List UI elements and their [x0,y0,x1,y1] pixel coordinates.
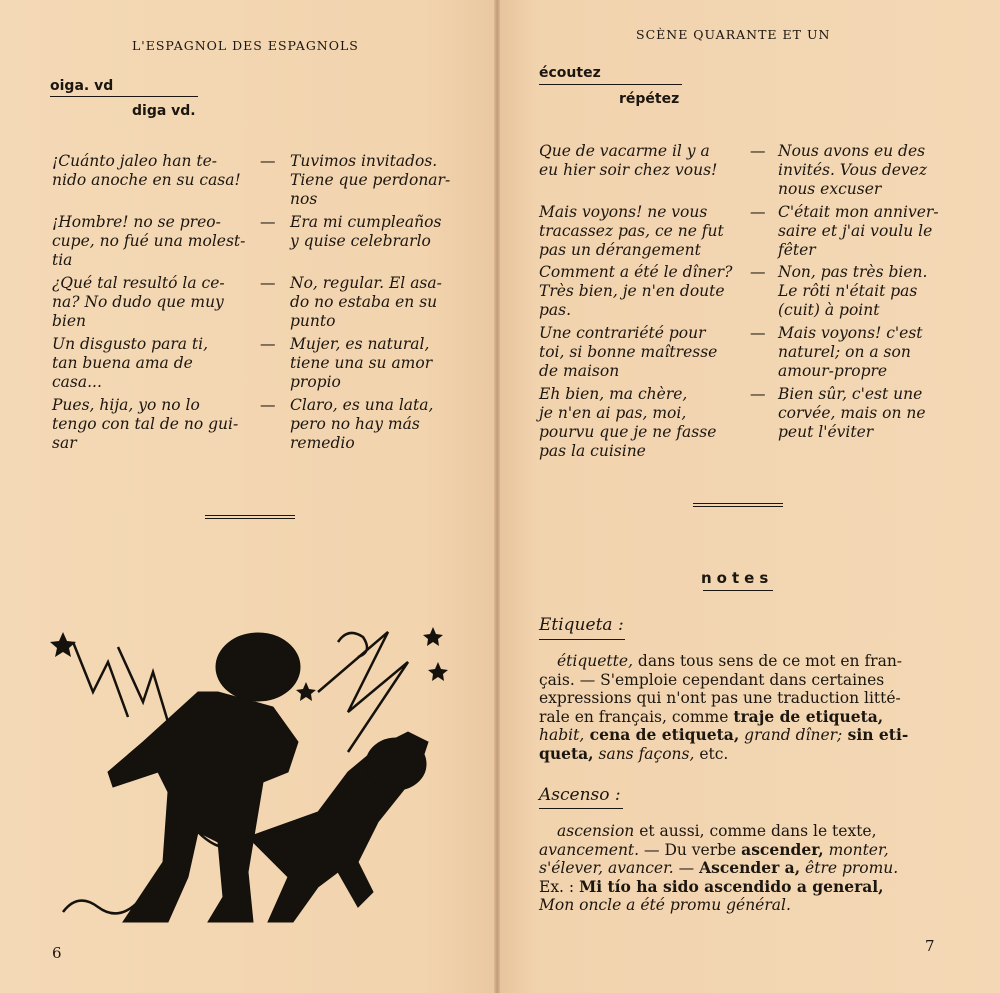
note-ascenso-rule [539,808,623,809]
dialogue-line: tiene una su amor [290,354,433,372]
man-body [108,692,298,922]
dialogue-line: amour-propre [778,362,888,380]
dialogue-line: Eh bien, ma chère, [539,385,688,403]
dialogue-line: Claro, es una lata, [290,396,434,414]
dialogue-question [52,274,247,331]
dialogue-line: pas la cuisine [539,442,646,460]
dialogue-line: tan buena ama de casa... [52,354,193,391]
dialogue-line: na? No dudo que muy [52,293,224,311]
note-etiqueta-heading: Etiqueta : [539,615,624,635]
dialogue-line: Mais voyons! c'est [778,324,923,342]
dialogue-line: tia [52,251,73,269]
dialogue-line: Tiene que perdonar- [290,171,451,189]
dialogue-line: Comment a été le dîner? [539,263,733,281]
girl-head [366,738,426,790]
label-rule-right [539,84,682,85]
dialogue-line: Le rôti n'était pas [778,282,918,300]
dialogue-answer [778,324,948,381]
dialogue-question [539,324,734,381]
dialogue-line: saire et j'ai voulu le [778,222,933,240]
dialogue-line: nos [290,190,318,208]
dialogue-dash: — [260,396,276,414]
dialogue-line: naturel; on a son [778,343,911,361]
dialogue-line: ¿Qué tal resultó la ce- [52,274,225,292]
dialogue-dash: — [750,385,766,403]
dialogue-line: (cuit) à point [778,301,880,319]
dialogue-line: Mujer, es natural, [290,335,430,353]
dialogue-line: invités. Vous devez [778,161,928,179]
section-divider-right [693,503,783,507]
dialogue-answer [778,385,948,442]
dialogue-answer [290,396,460,453]
dialogue-line: corvée, mais on ne [778,404,926,422]
label-ecoutez: écoutez [539,65,601,81]
dialogue-line: tengo con tal de no gui- [52,415,239,433]
label-repetez: répétez [619,91,680,107]
dialogue-line: Très bien, je n'en doute [539,282,725,300]
dialogue-dash: — [260,335,276,353]
dialogue-answer [290,335,460,392]
note-etiqueta-text: étiquette, dans tous sens de ce mot en fran- çais. — S'emploie cependant dans certaines expressions qui n'ont pas une traduction litté- rale en français, comme traje de etiqueta, habit, cena de etiqueta, grand dîner; sin eti- queta, sans façons, etc. [539,652,909,763]
dialogue-answer [778,263,948,320]
man-head-hair [216,633,300,701]
dialogue-dash: — [260,274,276,292]
dialogue-line: peut l'éviter [778,423,874,441]
right-page-number: 7 [925,937,935,955]
dialogue-line: je n'en ai pas, moi, [539,404,687,422]
dialogue-line: pas. [539,301,572,319]
dialogue-line: y quise celebrarlo [290,232,431,250]
dialogue-answer [290,213,460,251]
label-rule-left [50,96,198,97]
dialogue-line: remedio [290,434,355,452]
dialogue-question [539,385,734,461]
section-divider-left [205,515,295,519]
dialogue-line: Non, pas très bien. [778,263,928,281]
dialogue-line: nous excuser [778,180,882,198]
dialogue-line: Un disgusto para ti, [52,335,209,353]
dialogue-line: nido anoche en su casa! [52,171,241,189]
notes-heading-rule [703,590,773,591]
dialogue-question [52,396,247,453]
dialogue-line: bien [52,312,87,330]
dialogue-answer [778,142,948,199]
dialogue-line: sar [52,434,77,452]
left-page-number: 6 [52,944,62,962]
dialogue-question [52,213,247,270]
dialogue-line: fêter [778,241,816,259]
dialogue-dash: — [750,203,766,221]
dialogue-dash: — [260,213,276,231]
dialogue-line: Tuvimos invitados. [290,152,438,170]
dialogue-question [539,263,734,320]
dialogue-line: ¡Cuánto jaleo han te- [52,152,217,170]
dialogue-line: Une contrariété pour [539,324,706,342]
dialogue-line: Era mi cumpleaños [290,213,442,231]
dialogue-line: pero no hay más [290,415,420,433]
dialogue-dash: — [750,263,766,281]
dialogue-line: Nous avons eu des [778,142,926,160]
dialogue-question [52,152,247,190]
dialogue-line: pourvu que je ne fasse [539,423,717,441]
note-ascenso-text: ascension et aussi, comme dans le texte, avancement. — Du verbe ascender, monter, s'élever, avancer. — Ascender a, être promu. Ex. : Mi tío ha sido ascendido a general, Mon oncle a été promu général. [539,822,899,914]
note-etiqueta-rule [539,639,625,640]
dialogue-line: Que de vacarme il y a [539,142,710,160]
dialogue-line: Mais voyons! ne vous [539,203,708,221]
dialogue-question [52,335,247,392]
right-running-head: SCÈNE QUARANTE ET UN [636,27,831,42]
note-ascenso-heading: Ascenso : [539,785,621,805]
dialogue-question [539,142,734,180]
dialogue-line: toi, si bonne maîtresse [539,343,718,361]
dialogue-line: tracassez pas, ce ne fut [539,222,724,240]
dialogue-answer [778,203,948,260]
dialogue-answer [290,152,460,209]
dialogue-line: pas un dérangement [539,241,701,259]
book-gutter [494,0,500,993]
left-running-head: L'ESPAGNOL DES ESPAGNOLS [132,38,359,53]
dialogue-question [539,203,734,260]
label-oiga: oiga. vd [50,78,114,94]
dialogue-line: No, regular. El asa- [290,274,442,292]
dialogue-line: punto [290,312,336,330]
dialogue-answer [290,274,460,331]
dialogue-line: propio [290,373,341,391]
dialogue-dash: — [260,152,276,170]
dialogue-dash: — [750,324,766,342]
illustration-woodcut [48,622,450,927]
dialogue-line: C'était mon anniver- [778,203,939,221]
dialogue-line: de maison [539,362,620,380]
dialogue-line: Pues, hija, yo no lo [52,396,200,414]
dialogue-dash: — [750,142,766,160]
dialogue-line: cupe, no fué una molest- [52,232,246,250]
dialogue-line: ¡Hombre! no se preo- [52,213,221,231]
dialogue-line: Bien sûr, c'est une [778,385,923,403]
notes-heading: notes [701,569,774,587]
label-diga: diga vd. [132,103,196,119]
dialogue-line: eu hier soir chez vous! [539,161,718,179]
dialogue-line: do no estaba en su [290,293,438,311]
